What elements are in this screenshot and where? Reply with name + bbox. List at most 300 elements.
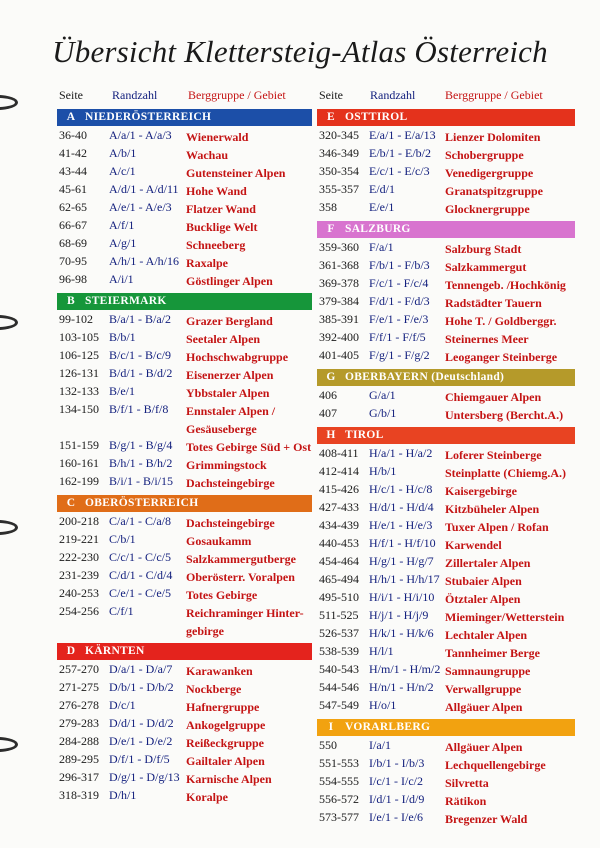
- table-row: [317, 625, 575, 643]
- table-row: [317, 181, 575, 199]
- binder-ring: [0, 315, 18, 330]
- table-row: [57, 567, 312, 585]
- mountain-group: Zillertaler Alpen: [445, 556, 531, 570]
- table-row: [57, 473, 312, 491]
- region-letter: E: [327, 111, 335, 123]
- region-letter: D: [66, 645, 76, 657]
- region-band-c: [57, 495, 312, 512]
- table-row: [317, 755, 575, 773]
- mountain-group: Nockberge: [186, 682, 242, 696]
- randzahl-code: E/a/1 - E/a/13: [369, 128, 436, 142]
- mountain-group: Seetaler Alpen: [186, 332, 261, 346]
- page-range: 99-102: [59, 312, 93, 326]
- randzahl-code: B/c/1 - B/c/9: [109, 348, 171, 362]
- page-range: 257-270: [59, 662, 99, 676]
- randzahl-code: H/b/1: [369, 464, 397, 478]
- randzahl-code: I/e/1 - I/e/6: [369, 810, 423, 824]
- randzahl-code: H/k/1 - H/k/6: [369, 626, 434, 640]
- mountain-group: Lechtaler Alpen: [445, 628, 528, 642]
- header-berggruppe: Berggruppe / Gebiet: [445, 88, 543, 102]
- table-row: [317, 481, 575, 499]
- table-row: [57, 455, 312, 473]
- randzahl-code: C/f/1: [109, 604, 134, 618]
- table-row: [57, 329, 312, 347]
- page-range: 556-572: [319, 792, 359, 806]
- table-row: [317, 257, 575, 275]
- mountain-group: Loferer Steinberge: [445, 448, 542, 462]
- randzahl-code: G/b/1: [369, 406, 397, 420]
- randzahl-code: I/a/1: [369, 738, 391, 752]
- mountain-group: Kitzbüheler Alpen: [445, 502, 540, 516]
- randzahl-code: H/f/1 - H/f/10: [369, 536, 436, 550]
- region-name: VORARLBERG: [345, 721, 431, 733]
- randzahl-code: D/e/1 - D/e/2: [109, 734, 173, 748]
- randzahl-code: C/d/1 - C/d/4: [109, 568, 173, 582]
- randzahl-code: H/j/1 - H/j/9: [369, 608, 429, 622]
- randzahl-code: B/g/1 - B/g/4: [109, 438, 173, 452]
- region-letter: B: [67, 295, 75, 307]
- mountain-group: Allgäuer Alpen: [445, 740, 523, 754]
- page-range: 547-549: [319, 698, 359, 712]
- mountain-group: Chiemgauer Alpen: [445, 390, 542, 404]
- mountain-group: Koralpe: [186, 790, 228, 804]
- mountain-group: Hafnergruppe: [186, 700, 260, 714]
- page-range: 106-125: [59, 348, 99, 362]
- randzahl-code: A/i/1: [109, 272, 134, 286]
- table-row: [317, 607, 575, 625]
- randzahl-code: H/o/1: [369, 698, 397, 712]
- page-range: 379-384: [319, 294, 359, 308]
- right-column: [317, 85, 575, 827]
- table-row: [57, 437, 312, 455]
- randzahl-code: D/d/1 - D/d/2: [109, 716, 174, 730]
- page-range: 219-221: [59, 532, 99, 546]
- page-range: 465-494: [319, 572, 359, 586]
- page-range: 359-360: [319, 240, 359, 254]
- page-range: 355-357: [319, 182, 359, 196]
- page-range: 276-278: [59, 698, 99, 712]
- page-range: 526-537: [319, 626, 359, 640]
- mountain-group: Gutensteiner Alpen: [186, 166, 286, 180]
- mountain-group: Untersberg (Bercht.A.): [445, 408, 564, 422]
- page-range: 200-218: [59, 514, 99, 528]
- randzahl-code: C/b/1: [109, 532, 136, 546]
- table-row: [317, 791, 575, 809]
- table-row: [317, 275, 575, 293]
- randzahl-code: A/f/1: [109, 218, 135, 232]
- page-range: 412-414: [319, 464, 359, 478]
- page-range: 151-159: [59, 438, 99, 452]
- randzahl-code: F/b/1 - F/b/3: [369, 258, 430, 272]
- randzahl-code: D/f/1 - D/f/5: [109, 752, 170, 766]
- table-row: [57, 585, 312, 603]
- mountain-group: Karnische Alpen: [186, 772, 272, 786]
- table-row: [57, 751, 312, 769]
- region-band-h: [317, 427, 575, 444]
- mountain-group: Hohe T. / Goldberggr.: [445, 314, 557, 328]
- region-band-b: [57, 293, 312, 310]
- mountain-group: Schneeberg: [186, 238, 246, 252]
- mountain-group: Kaisergebirge: [445, 484, 517, 498]
- mountain-group: Grazer Bergland: [186, 314, 273, 328]
- table-row: [57, 769, 312, 787]
- mountain-group: Ybbstaler Alpen: [186, 386, 270, 400]
- page-range: 62-65: [59, 200, 87, 214]
- page-range: 434-439: [319, 518, 359, 532]
- randzahl-code: A/e/1 - A/e/3: [109, 200, 172, 214]
- region-name: OBERBAYERN (Deutschland): [345, 371, 505, 383]
- mountain-group: Karawanken: [186, 664, 253, 678]
- randzahl-code: E/c/1 - E/c/3: [369, 164, 430, 178]
- page-range: 346-349: [319, 146, 359, 160]
- table-row: [317, 535, 575, 553]
- randzahl-code: B/d/1 - B/d/2: [109, 366, 173, 380]
- column-header: [57, 85, 312, 105]
- randzahl-code: H/h/1 - H/h/17: [369, 572, 440, 586]
- header-randzahl: Randzahl: [370, 88, 416, 102]
- mountain-group: Stubaier Alpen: [445, 574, 522, 588]
- region-letter: G: [326, 371, 336, 383]
- page-range: 254-256: [59, 604, 99, 618]
- page-range: 550: [319, 738, 337, 752]
- header-randzahl: Randzahl: [112, 88, 158, 102]
- left-column: [57, 85, 312, 805]
- randzahl-code: H/c/1 - H/c/8: [369, 482, 433, 496]
- table-row: [57, 127, 312, 145]
- page-range: 544-546: [319, 680, 359, 694]
- page-range: 271-275: [59, 680, 99, 694]
- mountain-group: Eisenerzer Alpen: [186, 368, 274, 382]
- page-range: 126-131: [59, 366, 99, 380]
- page-range: 296-317: [59, 770, 99, 784]
- table-row: [317, 127, 575, 145]
- randzahl-code: B/f/1 - B/f/8: [109, 402, 169, 416]
- page-range: 289-295: [59, 752, 99, 766]
- randzahl-code: F/a/1: [369, 240, 394, 254]
- mountain-group: Mieminger/Wetterstein: [445, 610, 565, 624]
- page-range: 36-40: [59, 128, 87, 142]
- table-row: [317, 239, 575, 257]
- table-row: [317, 643, 575, 661]
- table-row: [57, 661, 312, 679]
- randzahl-code: B/i/1 - B/i/15: [109, 474, 174, 488]
- page-range: 43-44: [59, 164, 87, 178]
- page-range: 279-283: [59, 716, 99, 730]
- mountain-group: Oberösterr. Voralpen: [186, 570, 295, 584]
- page-range: 132-133: [59, 384, 99, 398]
- page-range: 320-345: [319, 128, 359, 142]
- header-seite: Seite: [319, 88, 343, 102]
- randzahl-code: A/a/1 - A/a/3: [109, 128, 172, 142]
- table-row: [57, 549, 312, 567]
- region-name: KÄRNTEN: [85, 645, 145, 657]
- table-row: [57, 383, 312, 401]
- randzahl-code: D/a/1 - D/a/7: [109, 662, 173, 676]
- randzahl-code: A/g/1: [109, 236, 137, 250]
- page-range: 573-577: [319, 810, 359, 824]
- table-row: [57, 513, 312, 531]
- table-row: [317, 517, 575, 535]
- mountain-group: Raxalpe: [186, 256, 228, 270]
- randzahl-code: F/e/1 - F/e/3: [369, 312, 429, 326]
- randzahl-code: D/g/1 - D/g/13: [109, 770, 180, 784]
- randzahl-code: D/b/1 - D/b/2: [109, 680, 174, 694]
- mountain-group: Salzkammergutberge: [186, 552, 296, 566]
- mountain-group: Ennstaler Alpen / Gesäuseberge: [186, 404, 276, 436]
- page-range: 401-405: [319, 348, 359, 362]
- table-row: [57, 365, 312, 383]
- randzahl-code: F/c/1 - F/c/4: [369, 276, 429, 290]
- table-row: [57, 733, 312, 751]
- mountain-group: Salzburg Stadt: [445, 242, 522, 256]
- page-range: 350-354: [319, 164, 359, 178]
- mountain-group: Flatzer Wand: [186, 202, 256, 216]
- table-row: [57, 217, 312, 235]
- randzahl-code: A/b/1: [109, 146, 137, 160]
- page-range: 231-239: [59, 568, 99, 582]
- table-row: [57, 347, 312, 365]
- randzahl-code: B/e/1: [109, 384, 135, 398]
- page-range: 70-95: [59, 254, 87, 268]
- mountain-group: Wachau: [186, 148, 229, 162]
- table-row: [317, 199, 575, 217]
- mountain-group: Samnaungruppe: [445, 664, 531, 678]
- mountain-group: Tuxer Alpen / Rofan: [445, 520, 549, 534]
- page-range: 551-553: [319, 756, 359, 770]
- page-range: 134-150: [59, 402, 99, 416]
- table-row: [57, 199, 312, 217]
- page-range: 68-69: [59, 236, 87, 250]
- column-header: [317, 85, 575, 105]
- page-range: 440-453: [319, 536, 359, 550]
- table-row: [57, 679, 312, 697]
- header-seite: Seite: [59, 88, 83, 102]
- table-row: [317, 311, 575, 329]
- mountain-group: Hohe Wand: [186, 184, 247, 198]
- table-row: [57, 697, 312, 715]
- table-row: [317, 589, 575, 607]
- randzahl-code: B/a/1 - B/a/2: [109, 312, 171, 326]
- randzahl-code: I/c/1 - I/c/2: [369, 774, 423, 788]
- mountain-group: Glocknergruppe: [445, 202, 530, 216]
- mountain-group: Gailtaler Alpen: [186, 754, 265, 768]
- table-row: [57, 145, 312, 163]
- mountain-group: Lechquellengebirge: [445, 758, 546, 772]
- table-row: [317, 387, 575, 405]
- page-range: 454-464: [319, 554, 359, 568]
- mountain-group: Leoganger Steinberge: [445, 350, 558, 364]
- page-range: 415-426: [319, 482, 359, 496]
- table-row: [57, 163, 312, 181]
- randzahl-code: E/e/1: [369, 200, 395, 214]
- randzahl-code: I/b/1 - I/b/3: [369, 756, 425, 770]
- page-range: 495-510: [319, 590, 359, 604]
- randzahl-code: F/f/1 - F/f/5: [369, 330, 426, 344]
- mountain-group: Steinernes Meer: [445, 332, 529, 346]
- mountain-group: Dachsteingebirge: [186, 516, 275, 530]
- page-range: 361-368: [319, 258, 359, 272]
- table-row: [317, 347, 575, 365]
- randzahl-code: I/d/1 - I/d/9: [369, 792, 425, 806]
- region-name: NIEDERÖSTERREICH: [85, 111, 212, 123]
- mountain-group: Schobergruppe: [445, 148, 524, 162]
- mountain-group: Totes Gebirge Süd + Ost: [186, 440, 312, 454]
- region-band-a: [57, 109, 312, 126]
- randzahl-code: H/i/1 - H/i/10: [369, 590, 435, 604]
- page-range: 103-105: [59, 330, 99, 344]
- mountain-group: Karwendel: [445, 538, 502, 552]
- page-range: 538-539: [319, 644, 359, 658]
- page-range: 284-288: [59, 734, 99, 748]
- page-range: 222-230: [59, 550, 99, 564]
- page-range: 318-319: [59, 788, 99, 802]
- binder-ring: [0, 737, 18, 752]
- randzahl-code: F/d/1 - F/d/3: [369, 294, 430, 308]
- randzahl-code: H/m/1 - H/m/2: [369, 662, 441, 676]
- table-row: [57, 787, 312, 805]
- table-row: [57, 311, 312, 329]
- mountain-group: Reichraminger Hinter-gebirge: [186, 606, 304, 638]
- table-row: [57, 271, 312, 289]
- table-row: [57, 531, 312, 549]
- page-range: 160-161: [59, 456, 99, 470]
- table-row: [317, 463, 575, 481]
- page-range: 392-400: [319, 330, 359, 344]
- mountain-group: Allgäuer Alpen: [445, 700, 523, 714]
- page-range: 162-199: [59, 474, 99, 488]
- randzahl-code: H/d/1 - H/d/4: [369, 500, 434, 514]
- header-berggruppe: Berggruppe / Gebiet: [188, 88, 286, 102]
- randzahl-code: H/n/1 - H/n/2: [369, 680, 434, 694]
- region-name: OSTTIROL: [345, 111, 408, 123]
- table-row: [57, 715, 312, 733]
- randzahl-code: H/e/1 - H/e/3: [369, 518, 433, 532]
- table-row: [57, 603, 312, 639]
- region-band-d: [57, 643, 312, 660]
- page-range: 96-98: [59, 272, 87, 286]
- table-row: [57, 401, 312, 437]
- mountain-group: Verwallgruppe: [445, 682, 522, 696]
- region-name: OBERÖSTERREICH: [85, 497, 199, 509]
- table-row: [317, 809, 575, 827]
- mountain-group: Totes Gebirge: [186, 588, 258, 602]
- region-name: STEIERMARK: [85, 295, 167, 307]
- mountain-group: Lienzer Dolomiten: [445, 130, 541, 144]
- page-range: 358: [319, 200, 337, 214]
- randzahl-code: C/a/1 - C/a/8: [109, 514, 171, 528]
- mountain-group: Salzkammergut: [445, 260, 527, 274]
- region-name: SALZBURG: [345, 223, 411, 235]
- mountain-group: Hochschwabgruppe: [186, 350, 289, 364]
- mountain-group: Ötztaler Alpen: [445, 592, 521, 606]
- region-band-f: [317, 221, 575, 238]
- page-range: 540-543: [319, 662, 359, 676]
- mountain-group: Rätikon: [445, 794, 487, 808]
- table-row: [317, 679, 575, 697]
- page-range: 41-42: [59, 146, 87, 160]
- binder-ring: [0, 520, 18, 535]
- table-row: [317, 163, 575, 181]
- page-range: 66-67: [59, 218, 87, 232]
- page-range: 407: [319, 406, 337, 420]
- randzahl-code: A/c/1: [109, 164, 136, 178]
- table-row: [317, 697, 575, 715]
- region-letter: F: [327, 223, 335, 235]
- page-range: 511-525: [319, 608, 359, 622]
- randzahl-code: H/l/1: [369, 644, 394, 658]
- table-row: [57, 235, 312, 253]
- mountain-group: Wienerwald: [186, 130, 249, 144]
- page-title: Übersicht Klettersteig-Atlas Österreich: [52, 34, 548, 69]
- mountain-group: Bregenzer Wald: [445, 812, 528, 826]
- page-range: 408-411: [319, 446, 359, 460]
- table-row: [317, 571, 575, 589]
- binder-ring: [0, 95, 18, 110]
- mountain-group: Göstlinger Alpen: [186, 274, 273, 288]
- randzahl-code: E/d/1: [369, 182, 395, 196]
- mountain-group: Silvretta: [445, 776, 489, 790]
- mountain-group: Gosaukamm: [186, 534, 252, 548]
- region-letter: C: [66, 497, 76, 509]
- mountain-group: Venedigergruppe: [445, 166, 534, 180]
- randzahl-code: C/c/1 - C/c/5: [109, 550, 171, 564]
- randzahl-code: D/c/1: [109, 698, 136, 712]
- page-range: 554-555: [319, 774, 359, 788]
- mountain-group: Radstädter Tauern: [445, 296, 542, 310]
- page-range: 385-391: [319, 312, 359, 326]
- mountain-group: Tennengeb. /Hochkönig: [445, 278, 566, 292]
- region-letter: I: [328, 721, 334, 733]
- mountain-group: Grimmingstock: [186, 458, 267, 472]
- table-row: [317, 553, 575, 571]
- mountain-group: Bucklige Welt: [186, 220, 258, 234]
- table-row: [317, 145, 575, 163]
- randzahl-code: A/d/1 - A/d/11: [109, 182, 179, 196]
- table-row: [317, 405, 575, 423]
- page-range: 45-61: [59, 182, 87, 196]
- region-letter: H: [326, 429, 336, 441]
- region-letter: A: [66, 111, 76, 123]
- table-row: [317, 329, 575, 347]
- page-range: 406: [319, 388, 337, 402]
- table-row: [57, 253, 312, 271]
- table-row: [317, 499, 575, 517]
- randzahl-code: H/a/1 - H/a/2: [369, 446, 433, 460]
- randzahl-code: A/h/1 - A/h/16: [109, 254, 180, 268]
- randzahl-code: G/a/1: [369, 388, 396, 402]
- region-band-e: [317, 109, 575, 126]
- table-row: [317, 661, 575, 679]
- mountain-group: Steinplatte (Chiemg.A.): [445, 466, 566, 480]
- randzahl-code: B/h/1 - B/h/2: [109, 456, 173, 470]
- page-range: 427-433: [319, 500, 359, 514]
- mountain-group: Ankogelgruppe: [186, 718, 266, 732]
- mountain-group: Reißeckgruppe: [186, 736, 264, 750]
- randzahl-code: E/b/1 - E/b/2: [369, 146, 431, 160]
- table-row: [57, 181, 312, 199]
- region-name: TIROL: [345, 429, 384, 441]
- mountain-group: Granatspitzgruppe: [445, 184, 544, 198]
- table-row: [317, 445, 575, 463]
- mountain-group: Dachsteingebirge: [186, 476, 275, 490]
- mountain-group: Tannheimer Berge: [445, 646, 540, 660]
- table-row: [317, 737, 575, 755]
- randzahl-code: H/g/1 - H/g/7: [369, 554, 434, 568]
- randzahl-code: F/g/1 - F/g/2: [369, 348, 430, 362]
- page-range: 240-253: [59, 586, 99, 600]
- randzahl-code: D/h/1: [109, 788, 137, 802]
- randzahl-code: C/e/1 - C/e/5: [109, 586, 171, 600]
